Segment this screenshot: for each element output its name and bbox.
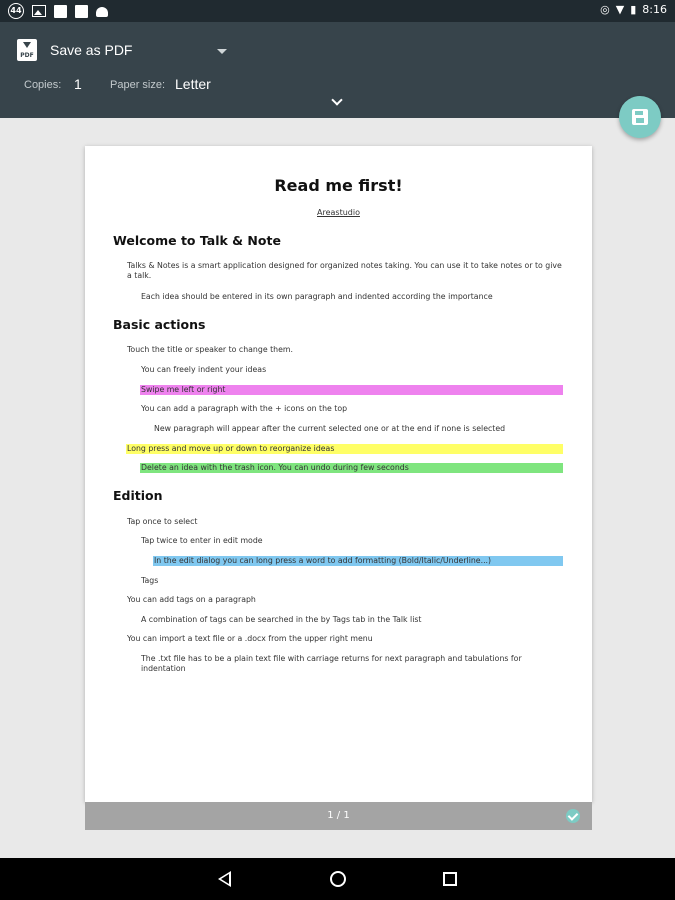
paragraph: Long press and move up or down to reorganize ideas [127, 444, 335, 453]
paragraph: Swipe me left or right [141, 385, 226, 394]
wifi-icon: ▼ [615, 3, 625, 16]
notification-icon [54, 5, 67, 18]
back-icon[interactable] [218, 871, 231, 887]
page-selector-bar [85, 802, 592, 830]
paragraph: You can import a text file or a .docx from the upper right menu [127, 634, 373, 643]
save-pdf-button[interactable] [619, 96, 661, 138]
paragraph: New paragraph will appear after the current selected one or at the end if none is selected [154, 424, 506, 433]
paragraph: Talks & Notes is a smart application designed for organized notes taking. You can use it to take notes or to give a talk. [127, 261, 562, 280]
paragraph: Tap twice to enter in edit mode [141, 536, 263, 545]
paragraph: Tap once to select [127, 517, 198, 526]
paper-size-label: Paper size: [110, 79, 166, 91]
chevron-down-icon[interactable] [217, 49, 227, 54]
save-icon [632, 109, 648, 125]
page-indicator: 1 / 1 [327, 810, 350, 821]
notification-count-icon: 44 [8, 3, 24, 19]
clock: 8:16 [642, 3, 667, 16]
section-heading: Edition [113, 488, 163, 503]
paragraph: In the edit dialog you can long press a word to add formatting (Bold/Italic/Underline...) [154, 556, 492, 565]
data-saver-icon: ◎ [600, 3, 610, 16]
copies-field[interactable]: 1 [74, 76, 82, 92]
printer-select[interactable]: Save as PDF [50, 42, 133, 58]
image-icon [32, 5, 46, 17]
page-selected-check-icon[interactable] [566, 809, 580, 823]
section-heading: Basic actions [113, 317, 206, 332]
battery-icon: ▮ [630, 3, 637, 16]
paragraph: You can add tags on a paragraph [127, 595, 256, 604]
status-bar [0, 0, 675, 22]
section-heading: Welcome to Talk & Note [113, 233, 281, 248]
paper-size-select[interactable]: Letter [175, 76, 211, 92]
page-preview[interactable] [85, 146, 592, 802]
android-icon [96, 7, 108, 17]
paragraph: Tags [141, 576, 159, 585]
expand-options-icon[interactable] [332, 96, 342, 106]
paragraph: You can freely indent your ideas [141, 365, 267, 374]
notification-icon [75, 5, 88, 18]
print-options-header [0, 22, 675, 118]
paragraph: Touch the title or speaker to change them. [127, 345, 293, 354]
paragraph: A combination of tags can be searched in the by Tags tab in the Talk list [141, 615, 422, 624]
home-icon[interactable] [330, 871, 346, 887]
paragraph: The .txt file has to be a plain text file with carriage returns for next paragraph and tabulations for indentation [141, 654, 522, 673]
document-title: Read me first! [274, 176, 403, 195]
paragraph: You can add a paragraph with the + icons on the top [141, 404, 348, 413]
navigation-bar [0, 858, 675, 900]
paragraph: Each idea should be entered in its own paragraph and indented according the importance [141, 292, 493, 301]
recent-apps-icon[interactable] [443, 872, 457, 886]
pdf-icon: PDF [17, 39, 37, 61]
copies-label: Copies: [24, 79, 62, 91]
document-author: Areastudio [317, 208, 360, 217]
paragraph: Delete an idea with the trash icon. You can undo during few seconds [141, 463, 409, 472]
